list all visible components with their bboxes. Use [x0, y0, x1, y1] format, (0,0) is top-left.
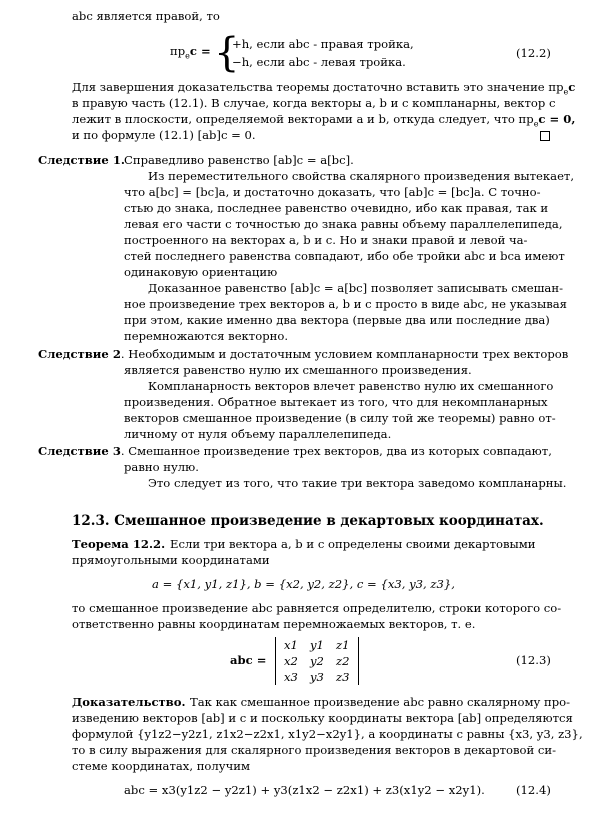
det-cell: x2 [284, 654, 298, 668]
text-line: прямоугольными координатами [72, 553, 270, 567]
text-line: перемножаются векторно. [124, 329, 289, 343]
proof-heading: Доказательство. [72, 695, 186, 709]
case-line: +h, если abc - правая тройка, [232, 37, 414, 51]
text-line: равно нулю. [124, 460, 199, 474]
corollary-line: Следствие 3. Смешанное произведение трех векторов, два из которых совпадают, [38, 444, 552, 458]
text-line: построенного на векторах a, b и c. Но и знаки правой и левой ча- [124, 233, 528, 247]
det-cell: y3 [310, 670, 324, 684]
text-line: Для завершения доказательства теоремы достаточно вставить это значение $пр_ec$ [72, 80, 576, 97]
text-line: произведения. Обратное вытекает из того, что для некомпланарных [124, 395, 548, 409]
theorem-heading: Теорема 12.2. [72, 537, 166, 551]
det-cell: y1 [310, 638, 324, 652]
text-line: векторов смешанное произведение (в силу той же теоремы) равно от- [124, 411, 556, 425]
pr-label: $пр_ec$ = [170, 44, 211, 61]
brace: { [214, 30, 240, 76]
text-line: личному от нуля объему параллелепипеда. [124, 427, 392, 441]
text-line: лежит в плоскости, определяемой векторами a и b, откуда следует, что $пр_ec = 0$, [72, 112, 576, 129]
equation-number: (12.2) [516, 46, 551, 60]
text-line: левая его части с точностью до знака равны объему параллелепипеда, [124, 217, 563, 231]
text-line: то смешанное произведение abc равняется определителю, строки которого со- [72, 601, 562, 615]
text-line: Если три вектора a, b и c определены своими декартовыми [170, 537, 536, 551]
text-line: и по формуле (12.1) [ab]c = 0. [72, 128, 256, 142]
equation-number: (12.3) [516, 653, 551, 667]
det-cell: z3 [336, 670, 350, 684]
text-line: ответственно равны координатам перемножаемых векторов, т. е. [72, 617, 476, 631]
text-line: одинаковую ориентацию [124, 265, 278, 279]
text-line: формулой {y1z2−y2z1, z1x2−z2x1, x1y2−x2y1}, а координаты c равны {x3, y3, z3}, [72, 727, 583, 741]
text-line: Из переместительного свойства скалярного произведения вытекает, [148, 169, 575, 183]
section-heading: 12.3. Смешанное произведение в декартовых координатах. [72, 513, 544, 529]
final-formula: abc = x3(y1z2 − y2z1) + y3(z1x2 − z2x1) + z3(x1y2 − x2y1). [124, 783, 485, 797]
text-line: ное произведение трех векторов a, b и c просто в виде abc, не указывая [124, 297, 567, 311]
corollary-line: Следствие 2. Необходимым и достаточным условием компланарности трех векторов [38, 347, 569, 361]
text-line: что a[bc] = [bc]a, и достаточно доказать, что [ab]c = [bc]a. С точно- [124, 185, 541, 199]
text-line: Доказанное равенство [ab]c = a[bc] позволяет записывать смешан- [148, 281, 563, 295]
text-line: Компланарность векторов влечет равенство нулю их смешанного [148, 379, 554, 393]
corollary-heading: Следствие 1. [38, 153, 125, 167]
qed-mark [540, 131, 550, 141]
text-line: при этом, какие именно два вектора (первые два или последние два) [124, 313, 550, 327]
coords-formula: a = {x1, y1, z1}, b = {x2, y2, z2}, c = {x3, y3, z3}, [152, 577, 455, 591]
text-line: стеме координатах, получим [72, 759, 251, 773]
text-line: Справедливо равенство [ab]c = a[bc]. [124, 153, 354, 167]
text-line: Так как смешанное произведение abc равно скалярному про- [190, 695, 571, 709]
text-line: стей последнего равенства совпадают, ибо обе тройки abc и bca имеют [124, 249, 565, 263]
text-line: изведению векторов [ab] и c и поскольку координаты вектора [ab] определяются [72, 711, 573, 725]
det-cell: x3 [284, 670, 298, 684]
det-lhs: abc = [230, 653, 267, 667]
det-cell: z1 [336, 638, 350, 652]
text-line: является равенство нулю их смешанного произведения. [124, 363, 472, 377]
text-line: то в силу выражения для скалярного произведения векторов в декартовой си- [72, 743, 557, 757]
case-line: −h, если abc - левая тройка. [232, 55, 406, 69]
text-line: в правую часть (12.1). В случае, когда векторы a, b и c компланарны, вектор c [72, 96, 556, 110]
det-cell: y2 [310, 654, 324, 668]
det-cell: x1 [284, 638, 298, 652]
det-cell: z2 [336, 654, 350, 668]
text-line: стью до знака, последнее равенство очевидно, ибо как правая, так и [124, 201, 549, 215]
text-line: abc является правой, то [72, 9, 220, 23]
text-line: Это следует из того, что такие три вектора заведомо компланарны. [148, 476, 567, 490]
equation-number: (12.4) [516, 783, 551, 797]
